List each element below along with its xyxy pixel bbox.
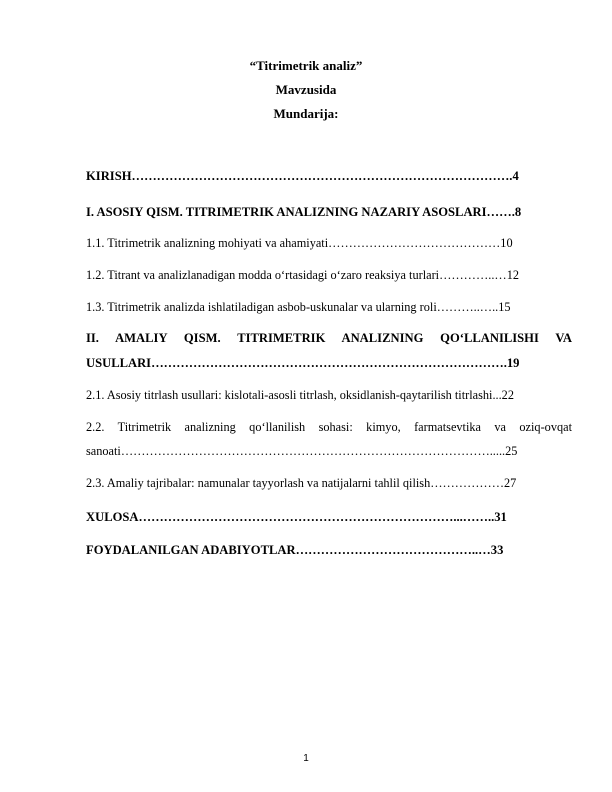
page-number: 1 bbox=[303, 753, 309, 764]
toc-entry-xulosa: XULOSA…………………………………………………………………...……..31 bbox=[86, 510, 507, 524]
toc-entry-1-3: 1.3. Titrimetrik analizda ishlatiladigan asbob-uskunalar va ularning roli………..…..15 bbox=[86, 300, 511, 314]
toc-entry-1-1: 1.1. Titrimetrik analizning mohiyati va ahamiyati……………………………………10 bbox=[86, 236, 513, 250]
toc-entry-2-2-line1: 2.2. Titrimetrik analizning qo‘llanilish sohasi: kimyo, farmatsevtika va oziq-ovqat bbox=[86, 420, 572, 434]
toc-entry-part2-line1: II. AMALIY QISM. TITRIMETRIK ANALIZNING QO‘LLANILISHI VA bbox=[86, 331, 572, 345]
toc-entry-part1: I. ASOSIY QISM. TITRIMETRIK ANALIZNING NAZARIY ASOSLARI…….8 bbox=[86, 205, 522, 219]
toc-entry-kirish: KIRISH……………………………………………………………………………….4 bbox=[86, 169, 519, 183]
contents-heading: Mundarija: bbox=[273, 106, 339, 121]
toc-entry-1-2: 1.2. Titrant va analizlanadigan modda o‘rtasidagi o‘zaro reaksiya turlari…………..…12 bbox=[86, 268, 520, 282]
toc-entry-part2-line2: USULLARI………………………………………………………………………….19 bbox=[86, 356, 520, 370]
toc-entry-foydalanilgan: FOYDALANILGAN ADABIYOTLAR……………………………………..…33 bbox=[86, 543, 504, 557]
document-subtitle: Mavzusida bbox=[275, 82, 337, 97]
toc-entry-2-1: 2.1. Asosiy titrlash usullari: kislotali-asosli titrlash, oksidlanish-qaytarilish titrlashi...22 bbox=[86, 388, 514, 402]
toc-entry-2-2-line2: sanoati……………………………………………………………………………….....25 bbox=[86, 444, 518, 458]
toc-entry-2-3: 2.3. Amaliy tajribalar: namunalar tayyorlash va natijalarni tahlil qilish………………27 bbox=[86, 476, 517, 490]
document-title: “Titrimetrik analiz” bbox=[249, 58, 363, 73]
